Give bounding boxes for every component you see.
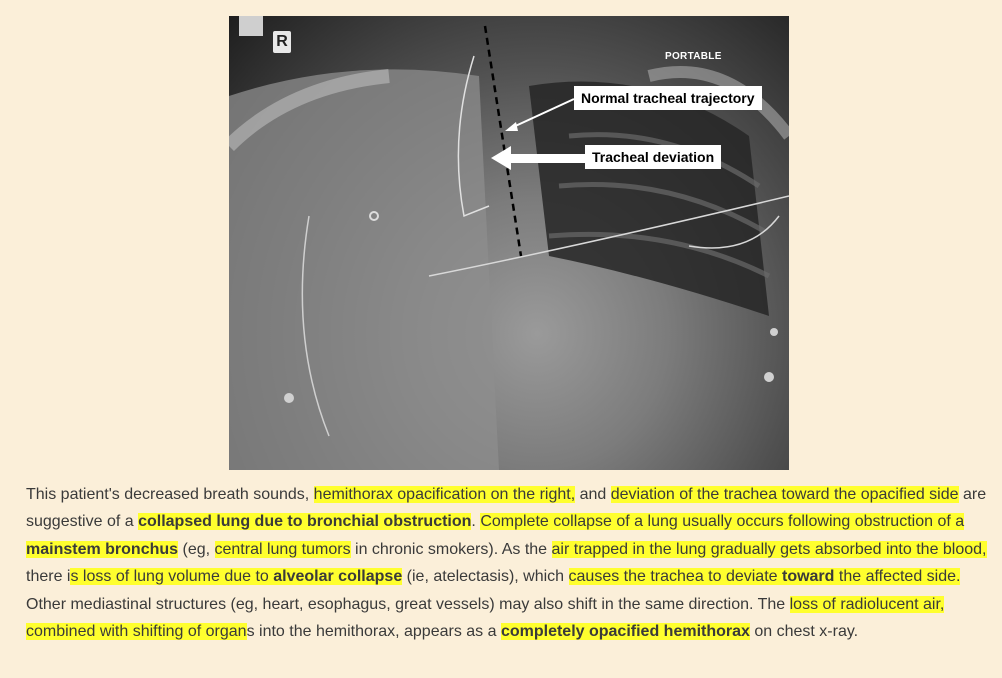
- text-segment: This patient's decreased breath sounds,: [26, 486, 314, 503]
- highlighted-text: deviation of the trachea toward the opacified side: [610, 486, 959, 503]
- text-segment: Other mediastinal structures (eg, heart, esophagus, great vessels) may also shift in the same direction. The: [26, 595, 790, 613]
- explanation-paragraph: [26, 481, 991, 645]
- xray-drawing: [229, 16, 789, 470]
- highlighted-text: air trapped in the lung gradually gets absorbed into the blood,: [551, 540, 987, 558]
- right-side-marker: R: [273, 31, 291, 53]
- text-segment: in chronic smokers). As the: [350, 540, 552, 558]
- portable-label: PORTABLE: [665, 51, 722, 62]
- text-segment: eg,: [187, 540, 215, 558]
- normal-trajectory-callout: Normal tracheal trajectory: [574, 86, 762, 110]
- highlighted-text: causes the trachea to deviate: [568, 568, 782, 586]
- highlighted-bold-text: collapsed lung due to bronchial obstruction: [138, 513, 472, 531]
- highlighted-bold-text: mainstem bronchus: [26, 540, 179, 558]
- highlighted-text: Complete collapse of a lung usually occurs following obstruction of a: [480, 513, 965, 531]
- text-segment: there i: [26, 568, 71, 586]
- tracheal-deviation-callout: Tracheal deviation: [585, 145, 721, 169]
- text-segment: ie, atelectasis), which: [412, 568, 569, 586]
- highlighted-text: s loss of lung volume due to: [70, 568, 274, 586]
- highlighted-text: hemithorax opacification on the right,: [313, 486, 576, 503]
- text-segment: are suggestive of a: [26, 486, 987, 531]
- text-segment: (: [178, 540, 188, 558]
- highlighted-text: central lung tumors: [214, 540, 351, 558]
- text-segment: on chest x-ray.: [749, 623, 859, 641]
- highlighted-text: the affected side.: [834, 568, 961, 586]
- highlighted-bold-text: toward: [781, 568, 835, 586]
- chest-xray-image: [229, 16, 789, 470]
- text-segment: s into the hemithorax, appears as a: [246, 623, 501, 641]
- highlighted-text: loss of radiolucent air, combined with shifting of organ: [26, 595, 945, 641]
- text-segment: (: [402, 568, 412, 586]
- text-segment: .: [471, 513, 481, 531]
- highlighted-bold-text: completely opacified hemithorax: [500, 623, 750, 641]
- highlighted-bold-text: alveolar collapse: [273, 568, 403, 586]
- text-segment: and: [575, 486, 611, 503]
